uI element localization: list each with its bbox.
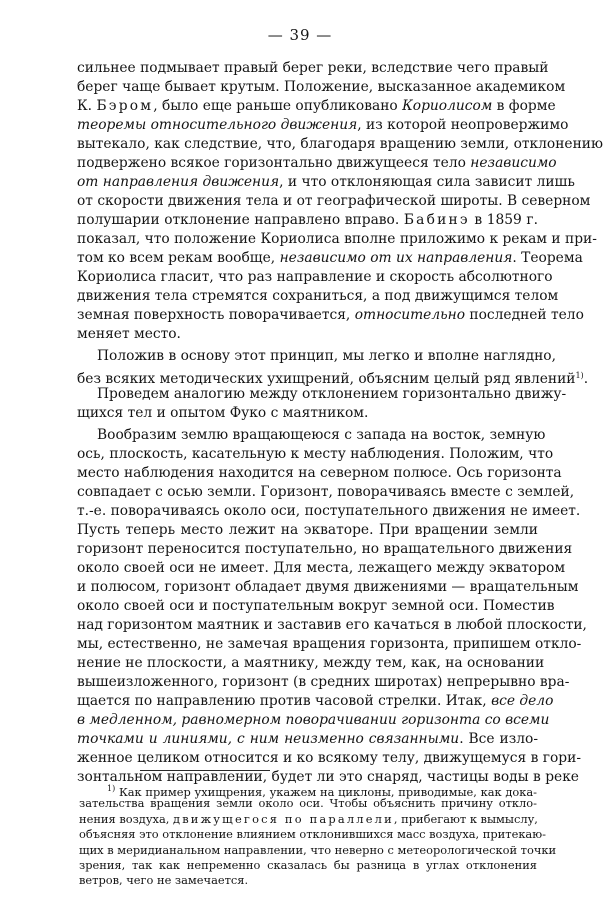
text-line: около своей оси не имеет. Для места, лежащего между экватором: [77, 560, 566, 576]
text-line: показал, что положение Кориолиса вполне приложимо к рекам и при-: [77, 231, 597, 247]
text-line: без всяких методических ухищрений, объясним целый ряд явлений$^{1)}$.: [77, 371, 589, 387]
text-line: Проведем аналогию между отклонением горизонтально движу-: [97, 386, 567, 402]
italic-phrase: от направления движения: [77, 174, 280, 190]
text-line: Вообразим землю вращающеюся с запада на восток, земную: [97, 427, 546, 443]
name-babinet: Бабинэ: [403, 212, 470, 228]
text-line: К. Бэром, было еще раньше опубликовано Кориолисом в форме: [77, 98, 556, 114]
text-line: от скорости движения тела и от географической широты. В северном: [77, 193, 591, 209]
footnote-line: $^{1)}$ Как пример ухищрения, укажем на циклоны, приводимые, как дока-: [107, 784, 537, 799]
text-line: Пусть теперь место лежит на экваторе. При вращении земли: [77, 522, 538, 538]
name-baer: Бэром: [96, 98, 154, 114]
name-coriolis: Кориолисом: [402, 98, 493, 114]
footnote: [79, 781, 557, 889]
text-line: горизонт переносится поступательно, но вращательного движения: [77, 541, 573, 557]
italic-phrase: относительно: [354, 307, 466, 323]
footnote-divider: [140, 770, 270, 771]
text-line: сильнее подмывает правый берег реки, вследствие чего правый: [77, 60, 549, 76]
text-line: зонтальном направлении, будет ли это снаряд, частицы воды в реке: [77, 769, 579, 785]
italic-phrase: независимо от их направления: [279, 250, 513, 266]
text-line: совпадает с осью земли. Горизонт, поворачиваясь вместе с землей,: [77, 484, 575, 500]
text-line: движения тела стремятся сохраниться, а под движущимся телом: [77, 288, 559, 304]
text-line: над горизонтом маятник и заставив его качаться в любой плоскости,: [77, 617, 587, 633]
text-line: нение не плоскости, а маятнику, между тем, как, на основании: [77, 655, 545, 671]
page-number: — 39 —: [267, 26, 333, 44]
text-line: теоремы относительного движения, из которой неопровержимо: [77, 117, 569, 133]
text-line: место наблюдения находится на северном полюсе. Ось горизонта: [77, 465, 562, 481]
italic-phrase: точками и линиями, с ним неизменно связанными: [77, 731, 460, 747]
spaced-phrase: движущегося по параллели: [172, 811, 394, 826]
footnote-line: ветров, чего не замечается.: [79, 873, 249, 888]
italic-phrase: независимо: [470, 155, 557, 171]
text-line: щается по направлению против часовой стрелки. Итак, все дело: [77, 693, 554, 709]
footnote-reference: 1): [575, 371, 584, 380]
text-line: и полюсом, горизонт обладает двумя движениями — вращательным: [77, 579, 579, 595]
text-line: женное целиком относится и ко всякому телу, движущемуся в гори-: [77, 750, 581, 766]
main-text: [77, 59, 603, 787]
text-line: в медленном, равномерном поворачивании горизонта со всеми: [77, 712, 550, 728]
footnote-line: нения воздуха, движущегося по параллели, прибегают к вымыслу,: [79, 811, 538, 826]
text-line: щихся тел и опытом Фуко с маятником.: [77, 405, 369, 421]
footnote-line: щих в меридианальном направлении, что неверно с метеорологической точки: [79, 842, 557, 857]
italic-phrase: все дело: [491, 693, 554, 709]
text-line: ось, плоскость, касательную к месту наблюдения. Положим, что: [77, 446, 554, 462]
text-line: точками и линиями, с ним неизменно связанными. Все изло-: [77, 731, 538, 747]
text-line: Положив в основу этот принцип, мы легко и вполне наглядно,: [97, 348, 556, 364]
footnote-line: зрения, так как непременно сказалась бы разница в углах отклонения: [79, 857, 537, 872]
footnote-marker: 1): [107, 784, 116, 793]
text-line: вышеизложенного, горизонт (в средних широтах) непрерывно вра-: [77, 674, 570, 690]
text-line: меняет место.: [77, 326, 181, 342]
text-line: от направления движения, и что отклоняющая сила зависит лишь: [77, 174, 575, 190]
footnote-line: зательства вращения земли около оси. Чтобы объяснить причину откло-: [79, 796, 537, 811]
text-line: около своей оси и поступательным вокруг земной оси. Поместив: [77, 598, 555, 614]
text-line: полушарии отклонение направлено вправо. Бабинэ в 1859 г.: [77, 212, 538, 228]
footnote-line: объясняя это отклонение влиянием отклонившихся масс воздуха, притекаю-: [79, 827, 546, 842]
text-line: земная поверхность поворачивается, относительно последней тело: [77, 307, 584, 323]
text-line: Кориолиса гласит, что раз направление и скорость абсолютного: [77, 269, 553, 285]
text-line: том ко всем рекам вообще, независимо от их направления. Теорема: [77, 250, 583, 266]
text-line: мы, естественно, не замечая вращения горизонта, припишем откло-: [77, 636, 582, 652]
text-line: подвержено всякое горизонтально движущееся тело независимо: [77, 155, 557, 171]
text-line: берег чаще бывает крутым. Положение, высказанное академиком: [77, 79, 566, 95]
text-line: т.-е. поворачиваясь около оси, поступательного движения не имеет.: [77, 503, 581, 519]
text-line: вытекало, как следствие, что, благодаря вращению земли, отклонению: [77, 136, 603, 152]
italic-phrase: теоремы относительного движения: [77, 117, 358, 133]
